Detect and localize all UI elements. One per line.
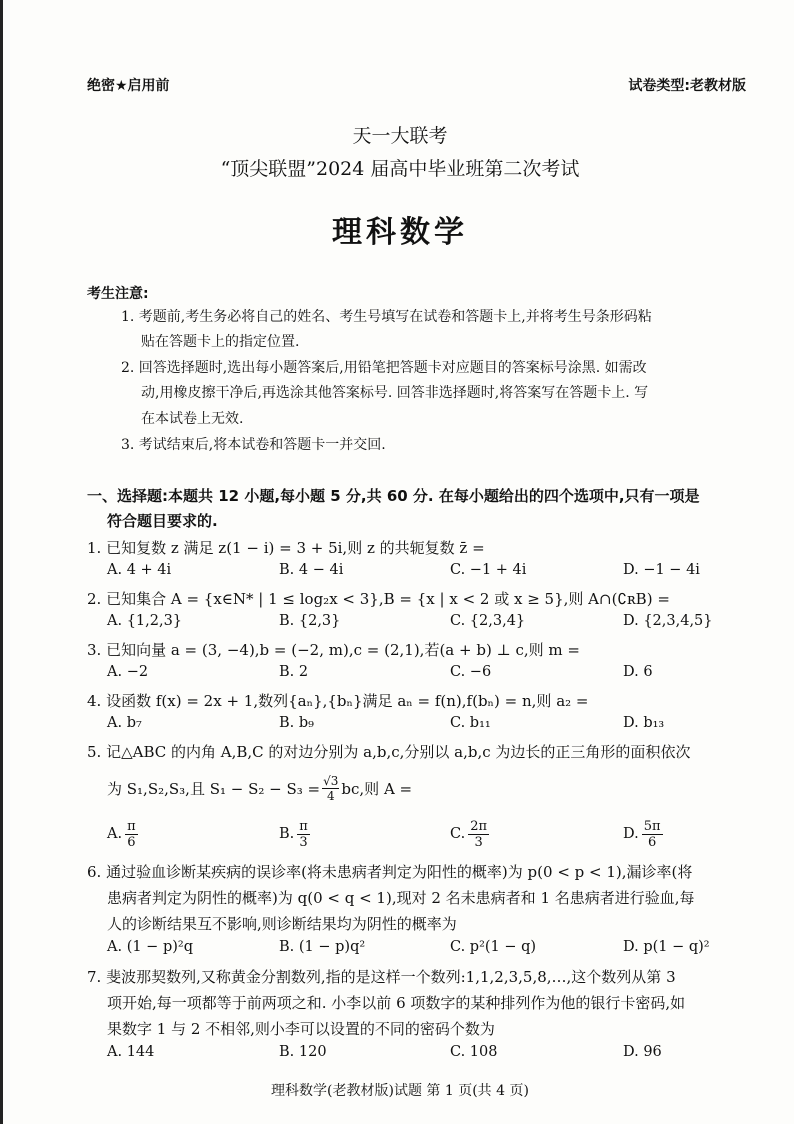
q5-fraction <box>322 774 339 803</box>
q5-option-d-den: 6 <box>647 834 657 850</box>
q5-option-d-num: 5π <box>643 818 661 834</box>
q5-option-a-label: A. <box>107 826 123 842</box>
section-heading: 一、选择题:本题共 12 小题,每小题 5 分,共 60 分. 在每小题给出的四个选项中,只有一项是 <box>87 487 700 505</box>
notice-line: 2. 回答选择题时,选出每小题答案后,用铅笔把答题卡对应题目的答案标号涂黑. 如需改 <box>121 360 647 376</box>
q5-option-c <box>450 816 489 852</box>
q1-option-c: C. −1 + 4i <box>450 562 527 578</box>
q6-option-a: A. (1 − p)²q <box>107 939 193 955</box>
q5-option-b-den: 3 <box>299 834 308 850</box>
notice-heading: 考生注意: <box>87 286 149 302</box>
q7-option-d: D. 96 <box>623 1044 662 1060</box>
q5-option-c-num: 2π <box>470 818 488 834</box>
q6-option-c: C. p²(1 − q) <box>450 939 537 955</box>
q5-stem-post: bc,则 A = <box>341 779 413 798</box>
question-4-stem: 4. 设函数 f(x) = 2x + 1,数列{aₙ},{bₙ}满足 aₙ = f(n),f(bₙ) = n,则 a₂ = <box>87 692 589 710</box>
q5-option-b-label: B. <box>279 826 295 842</box>
question-5-stem-line2 <box>107 770 412 806</box>
q4-option-b: B. b₉ <box>279 715 314 731</box>
q5-option-c-fraction <box>468 819 489 850</box>
notice-line: 动,用橡皮擦干净后,再选涂其他答案标号. 回答非选择题时,将答案写在答题卡上. 写 <box>141 385 649 401</box>
q6-option-b: B. (1 − p)q² <box>279 939 366 955</box>
question-5-stem: 5. 记△ABC 的内角 A,B,C 的对边分别为 a,b,c,分别以 a,b,c 为边长的正三角形的面积依次 <box>87 743 691 761</box>
q5-fraction-denominator: 4 <box>326 788 335 803</box>
q1-option-a: A. 4 + 4i <box>107 562 172 578</box>
q6-option-d: D. p(1 − q)² <box>623 939 710 955</box>
question-1-stem: 1. 已知复数 z 满足 z(1 − i) = 3 + 5i,则 z 的共轭复数 z̄ = <box>87 539 485 557</box>
q5-option-b-num: π <box>299 818 308 834</box>
q4-option-c: C. b₁₁ <box>450 715 491 731</box>
q3-option-d: D. 6 <box>623 664 653 680</box>
question-7-line: 果数字 1 与 2 不相邻,则小李可以设置的不同的密码个数为 <box>107 1020 495 1038</box>
question-7-line: 项开始,每一项都等于前两项之和. 小李以前 6 项数字的某种排列作为他的银行卡密码,如 <box>107 994 686 1012</box>
page-title: 理科数学 <box>332 215 468 250</box>
q5-stem-pre: 为 S₁,S₂,S₃,且 S₁ − S₂ − S₃ = <box>107 779 321 798</box>
q1-option-d: D. −1 − 4i <box>623 562 700 578</box>
q5-option-a <box>107 816 138 852</box>
q7-option-b: B. 120 <box>279 1044 327 1060</box>
q1-option-b: B. 4 − 4i <box>279 562 344 578</box>
q2-option-c: C. {2,3,4} <box>450 613 526 629</box>
exam-name: “顶尖联盟”2024 届高中毕业班第二次考试 <box>220 158 580 180</box>
question-6-line: 患病者判定为阴性的概率)为 q(0 < q < 1),现对 2 名未患病者和 1 名患病者进行验血,每 <box>107 889 695 907</box>
question-6-line: 6. 通过验血诊断某疾病的误诊率(将未患病者判定为阳性的概率)为 p(0 < p < 1),漏诊率(将 <box>87 863 693 881</box>
question-2-stem: 2. 已知集合 A = {x∈N* | 1 ≤ log₂x < 3},B = {x | x < 2 或 x ≥ 5},则 A∩(∁ʀB) = <box>87 590 670 608</box>
question-7-line: 7. 斐波那契数列,又称黄金分割数列,指的是这样一个数列:1,1,2,3,5,8,…,这个数列从第 3 <box>87 968 676 986</box>
q3-option-c: C. −6 <box>450 664 492 680</box>
q2-option-b: B. {2,3} <box>279 613 341 629</box>
q5-option-a-den: 6 <box>127 834 136 850</box>
notice-line: 在本试卷上无效. <box>141 411 244 427</box>
q4-option-a: A. b₇ <box>107 715 142 731</box>
q5-option-d-label: D. <box>623 826 639 842</box>
q7-option-c: C. 108 <box>450 1044 498 1060</box>
q5-option-b-fraction <box>297 819 310 850</box>
q5-option-d <box>623 816 663 852</box>
q5-option-a-num: π <box>127 818 136 834</box>
q2-option-d: D. {2,3,4,5} <box>623 613 713 629</box>
q5-option-b <box>279 816 310 852</box>
q5-option-d-fraction <box>642 819 663 850</box>
q2-option-a: A. {1,2,3} <box>107 613 183 629</box>
exam-organizer: 天一大联考 <box>352 125 448 147</box>
q5-fraction-numerator: √3 <box>323 773 339 788</box>
notice-line: 1. 考题前,考生务必将自己的姓名、考生号填写在试卷和答题卡上,并将考生号条形码粘 <box>121 309 652 325</box>
notice-line: 3. 考试结束后,将本试卷和答题卡一并交回. <box>121 437 386 453</box>
q5-option-c-den: 3 <box>474 834 483 850</box>
notice-line: 贴在答题卡上的指定位置. <box>141 334 300 350</box>
q3-option-a: A. −2 <box>107 664 149 680</box>
q7-option-a: A. 144 <box>107 1044 155 1060</box>
section-heading-cont: 符合题目要求的. <box>107 512 218 530</box>
q5-option-a-fraction <box>125 819 138 850</box>
paper-type-label: 试卷类型:老教材版 <box>628 78 746 94</box>
question-3-stem: 3. 已知向量 a = (3, −4),b = (−2, m),c = (2,1),若(a + b) ⊥ c,则 m = <box>87 641 580 659</box>
q4-option-d: D. b₁₃ <box>623 715 665 731</box>
page-footer: 理科数学(老教材版)试题 第 1 页(共 4 页) <box>271 1083 529 1099</box>
confidential-label: 绝密★启用前 <box>87 78 170 94</box>
q5-option-c-label: C. <box>450 826 466 842</box>
question-6-line: 人的诊断结果互不影响,则诊断结果均为阴性的概率为 <box>107 915 457 933</box>
q3-option-b: B. 2 <box>279 664 309 680</box>
